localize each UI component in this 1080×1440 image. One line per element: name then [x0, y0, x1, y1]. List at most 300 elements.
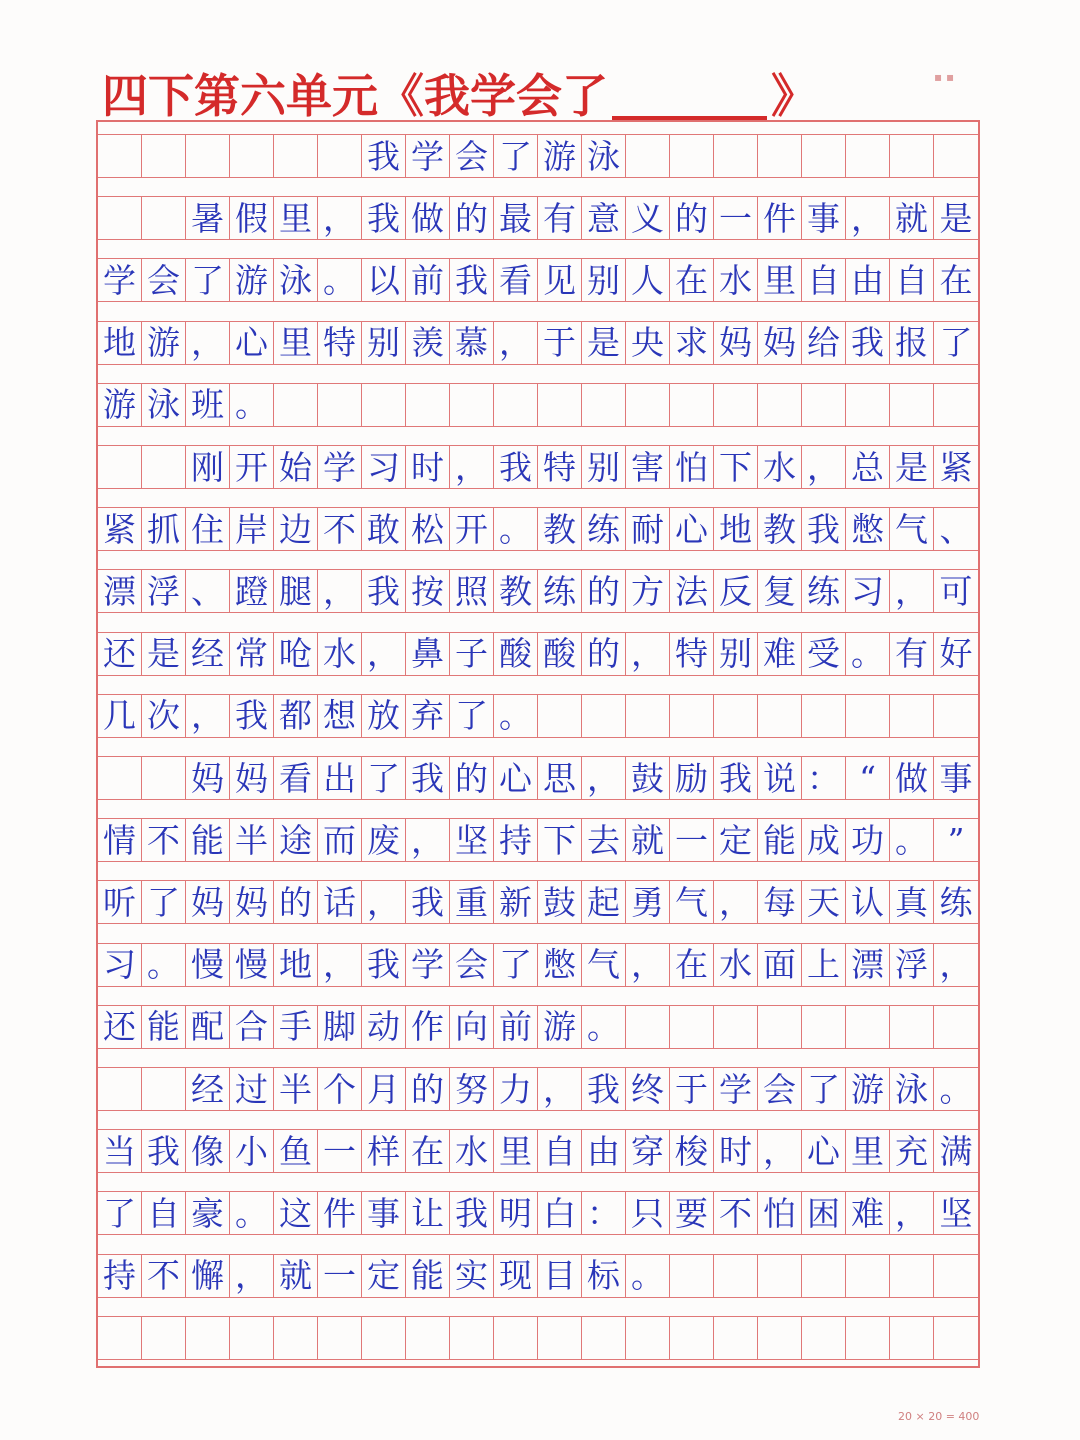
handwritten-character: 游 — [846, 1068, 890, 1110]
handwritten-character: 人 — [626, 259, 670, 301]
handwritten-character: 说 — [758, 757, 802, 799]
handwritten-character: 方 — [626, 570, 670, 612]
handwritten-character: ： — [802, 757, 846, 799]
empty-grid-cell — [230, 1317, 274, 1359]
empty-grid-cell — [802, 135, 846, 177]
handwritten-character: 紧 — [939, 447, 973, 487]
handwritten-character: 暑 — [186, 197, 230, 239]
empty-grid-cell — [670, 1317, 714, 1359]
handwritten-character: 有 — [538, 197, 582, 239]
empty-grid-cell — [758, 135, 802, 177]
handwritten-character: 怕 — [758, 1192, 802, 1234]
handwritten-character: 能 — [186, 819, 230, 861]
handwritten-character: 特 — [538, 446, 582, 488]
handwritten-character: 件 — [758, 197, 802, 239]
handwritten-character: ， — [714, 881, 758, 923]
handwritten-character: 途 — [274, 819, 318, 861]
handwritten-character: 松 — [406, 508, 450, 550]
empty-grid-cell — [538, 1317, 582, 1359]
handwritten-character: 向 — [450, 1006, 494, 1048]
handwritten-character: 央 — [626, 322, 670, 364]
handwritten-character: 坚 — [450, 819, 494, 861]
handwritten-character: 次 — [142, 695, 186, 737]
handwritten-character: ， — [626, 633, 670, 675]
handwritten-character: 不 — [318, 508, 362, 550]
handwritten-character: 。 — [890, 819, 934, 861]
handwritten-character: 有 — [890, 633, 934, 675]
handwritten-character: ， — [890, 570, 934, 612]
handwritten-character: 会 — [450, 135, 494, 177]
handwritten-character: 别 — [582, 259, 626, 301]
empty-grid-cell — [890, 1006, 934, 1048]
handwritten-character: 做 — [890, 757, 934, 799]
handwritten-character: 我 — [362, 197, 406, 239]
handwritten-character: 住 — [186, 508, 230, 550]
handwritten-character: 还 — [98, 1006, 142, 1048]
handwritten-character: 几 — [98, 695, 142, 737]
handwritten-character: 。 — [626, 1255, 670, 1297]
handwritten-character: 一 — [318, 1130, 362, 1172]
handwritten-character: 合 — [230, 1006, 274, 1048]
handwritten-character: 、 — [939, 509, 973, 549]
handwritten-character: 于 — [670, 1068, 714, 1110]
handwritten-character: 持 — [494, 819, 538, 861]
empty-grid-cell — [670, 1255, 714, 1297]
handwritten-character: 紧 — [98, 508, 142, 550]
handwritten-character: 自 — [802, 259, 846, 301]
handwritten-character: 妈 — [714, 322, 758, 364]
handwritten-character: 豪 — [186, 1192, 230, 1234]
empty-grid-cell — [934, 135, 978, 177]
grid-count-label: 20 × 20 = 400 — [898, 1410, 980, 1423]
empty-grid-cell — [274, 384, 318, 426]
handwritten-character: 游 — [538, 1006, 582, 1048]
empty-grid-cell — [142, 757, 186, 799]
handwritten-character: 动 — [362, 1006, 406, 1048]
handwritten-character: 不 — [142, 819, 186, 861]
handwritten-character: 由 — [846, 259, 890, 301]
handwritten-character: 。 — [846, 633, 890, 675]
handwritten-character: 坚 — [939, 1193, 973, 1233]
handwritten-character: 作 — [406, 1006, 450, 1048]
handwritten-character: 慢 — [186, 944, 230, 986]
handwritten-character: 废 — [362, 819, 406, 861]
handwritten-character: 里 — [758, 259, 802, 301]
handwritten-character: 了 — [939, 323, 973, 363]
grid-row — [98, 383, 978, 427]
handwritten-character: 抓 — [142, 508, 186, 550]
handwritten-character: 心 — [802, 1130, 846, 1172]
handwritten-character: 别 — [362, 322, 406, 364]
handwritten-character: 终 — [626, 1068, 670, 1110]
handwritten-character: 里 — [274, 322, 318, 364]
handwritten-character: 总 — [846, 446, 890, 488]
handwritten-character: ， — [318, 944, 362, 986]
handwritten-character: 自 — [142, 1192, 186, 1234]
empty-grid-cell — [98, 446, 142, 488]
handwritten-character: 在 — [939, 260, 973, 300]
handwritten-character: 可 — [939, 571, 973, 611]
handwritten-character: 妈 — [186, 881, 230, 923]
handwritten-character: 。 — [939, 1069, 973, 1109]
empty-grid-cell — [890, 135, 934, 177]
handwritten-character: 定 — [714, 819, 758, 861]
handwritten-character: 情 — [98, 819, 142, 861]
handwritten-character: 泳 — [890, 1068, 934, 1110]
handwritten-character: 假 — [230, 197, 274, 239]
empty-grid-cell — [758, 695, 802, 737]
handwritten-character: 、 — [186, 570, 230, 612]
handwritten-character: 耐 — [626, 508, 670, 550]
grid-row — [98, 258, 978, 302]
handwritten-character: 每 — [758, 881, 802, 923]
handwritten-character: 半 — [230, 819, 274, 861]
handwritten-character: 了 — [494, 944, 538, 986]
empty-grid-cell — [758, 1006, 802, 1048]
handwritten-character: ， — [758, 1130, 802, 1172]
empty-grid-cell — [582, 695, 626, 737]
handwritten-character: 白 — [538, 1192, 582, 1234]
handwritten-character: ， — [318, 197, 362, 239]
handwritten-character: 一 — [670, 819, 714, 861]
handwritten-character: 困 — [802, 1192, 846, 1234]
grid-row — [98, 943, 978, 987]
handwritten-character: ， — [802, 446, 846, 488]
handwritten-character: 我 — [230, 695, 274, 737]
handwritten-character: 心 — [230, 322, 274, 364]
handwritten-character: 学 — [318, 446, 362, 488]
handwritten-character: ， — [890, 1192, 934, 1234]
handwritten-character: 我 — [362, 570, 406, 612]
empty-grid-cell — [186, 1317, 230, 1359]
handwritten-character: “ — [846, 757, 890, 799]
grid-row — [98, 196, 978, 240]
handwritten-character: 穿 — [626, 1130, 670, 1172]
empty-grid-cell — [626, 384, 670, 426]
handwritten-character: 能 — [142, 1006, 186, 1048]
handwritten-character: 水 — [714, 944, 758, 986]
empty-grid-cell — [846, 1255, 890, 1297]
handwritten-character: 在 — [406, 1130, 450, 1172]
handwritten-character: 半 — [274, 1068, 318, 1110]
handwritten-character: 妈 — [230, 881, 274, 923]
handwritten-character: 里 — [846, 1130, 890, 1172]
grid-row — [98, 880, 978, 924]
handwritten-character: 憋 — [538, 944, 582, 986]
handwritten-character: 就 — [626, 819, 670, 861]
handwritten-character: 教 — [758, 508, 802, 550]
empty-grid-cell — [934, 384, 978, 426]
handwritten-character: 重 — [450, 881, 494, 923]
handwritten-character: 水 — [318, 633, 362, 675]
handwritten-character: 意 — [582, 197, 626, 239]
handwritten-character: 教 — [494, 570, 538, 612]
empty-grid-cell — [98, 197, 142, 239]
handwritten-character: 月 — [362, 1068, 406, 1110]
handwritten-character: 了 — [494, 135, 538, 177]
handwritten-character: 习 — [98, 944, 142, 986]
handwritten-character: 梭 — [670, 1130, 714, 1172]
empty-grid-cell — [450, 1317, 494, 1359]
grid-row — [98, 1067, 978, 1111]
handwritten-character: 特 — [670, 633, 714, 675]
handwritten-character: 别 — [714, 633, 758, 675]
handwritten-character: 明 — [494, 1192, 538, 1234]
empty-grid-cell — [846, 695, 890, 737]
handwritten-character: 习 — [846, 570, 890, 612]
handwritten-character: 气 — [670, 881, 714, 923]
handwritten-character: 成 — [802, 819, 846, 861]
handwritten-character: ， — [582, 757, 626, 799]
handwritten-character: 我 — [406, 881, 450, 923]
empty-grid-cell — [582, 384, 626, 426]
empty-grid-cell — [846, 384, 890, 426]
empty-grid-cell — [318, 135, 362, 177]
handwritten-character: 由 — [582, 1130, 626, 1172]
handwritten-character: 游 — [230, 259, 274, 301]
handwritten-character: 泳 — [274, 259, 318, 301]
handwritten-character: 受 — [802, 633, 846, 675]
handwritten-character: 班 — [186, 384, 230, 426]
empty-grid-cell — [98, 1068, 142, 1110]
handwritten-character: 浮 — [142, 570, 186, 612]
handwritten-character: 气 — [890, 508, 934, 550]
handwritten-character: 酸 — [494, 633, 538, 675]
handwritten-character: 义 — [626, 197, 670, 239]
handwritten-character: 地 — [714, 508, 758, 550]
handwritten-character: 新 — [494, 881, 538, 923]
handwritten-character: 羡 — [406, 322, 450, 364]
handwritten-character: 下 — [538, 819, 582, 861]
empty-grid-cell — [758, 1317, 802, 1359]
grid-row — [98, 1191, 978, 1235]
handwritten-character: 一 — [714, 197, 758, 239]
handwritten-character: 浮 — [890, 944, 934, 986]
handwritten-character: 法 — [670, 570, 714, 612]
handwritten-character: 会 — [758, 1068, 802, 1110]
handwritten-character: 会 — [450, 944, 494, 986]
handwritten-character: 前 — [406, 259, 450, 301]
handwritten-character: 怕 — [670, 446, 714, 488]
handwritten-character: 。 — [230, 1192, 274, 1234]
handwritten-character: 就 — [274, 1255, 318, 1297]
handwritten-character: ， — [186, 695, 230, 737]
handwritten-character: 在 — [670, 259, 714, 301]
handwritten-character: 要 — [670, 1192, 714, 1234]
handwritten-character: 刚 — [186, 446, 230, 488]
handwritten-character: 的 — [670, 197, 714, 239]
empty-grid-cell — [626, 1006, 670, 1048]
handwritten-character: ， — [494, 322, 538, 364]
empty-grid-cell — [494, 1317, 538, 1359]
handwritten-character: 而 — [318, 819, 362, 861]
handwritten-character: 心 — [670, 508, 714, 550]
handwritten-character: 不 — [142, 1255, 186, 1297]
grid-row — [98, 1316, 978, 1360]
handwritten-character: 脚 — [318, 1006, 362, 1048]
handwritten-character: 练 — [538, 570, 582, 612]
handwritten-character: 目 — [538, 1255, 582, 1297]
empty-grid-cell — [186, 135, 230, 177]
handwritten-character: 经 — [186, 633, 230, 675]
handwritten-character: 练 — [939, 882, 973, 922]
empty-grid-cell — [98, 1317, 142, 1359]
handwritten-character: 事 — [939, 758, 973, 798]
empty-grid-cell — [626, 135, 670, 177]
handwritten-character: 充 — [890, 1130, 934, 1172]
handwritten-character: 害 — [626, 446, 670, 488]
grid-row — [98, 569, 978, 613]
grid-row — [98, 694, 978, 738]
handwritten-character: 好 — [939, 634, 973, 674]
handwritten-character: 。 — [494, 695, 538, 737]
empty-grid-cell — [626, 1317, 670, 1359]
handwritten-character: 是 — [939, 198, 973, 238]
handwritten-character: 件 — [318, 1192, 362, 1234]
handwritten-character: 习 — [362, 446, 406, 488]
empty-grid-cell — [626, 695, 670, 737]
empty-grid-cell — [450, 384, 494, 426]
header-blank-line — [612, 72, 767, 120]
empty-grid-cell — [890, 1255, 934, 1297]
empty-grid-cell — [670, 384, 714, 426]
empty-grid-cell — [98, 757, 142, 799]
handwritten-character: 地 — [274, 944, 318, 986]
corner-mark: ▪ ▪ — [934, 70, 955, 84]
handwritten-character: 开 — [450, 508, 494, 550]
handwritten-character: 起 — [582, 881, 626, 923]
handwritten-character: 能 — [758, 819, 802, 861]
empty-grid-cell — [318, 1317, 362, 1359]
handwritten-character: 漂 — [98, 570, 142, 612]
handwritten-character: 的 — [582, 633, 626, 675]
handwritten-character: 小 — [230, 1130, 274, 1172]
handwritten-character: 子 — [450, 633, 494, 675]
handwritten-character: 气 — [582, 944, 626, 986]
handwritten-character: 照 — [450, 570, 494, 612]
handwritten-character: 。 — [142, 944, 186, 986]
empty-grid-cell — [934, 1317, 978, 1359]
handwritten-character: 在 — [670, 944, 714, 986]
handwritten-character: 了 — [186, 259, 230, 301]
handwritten-character: 励 — [670, 757, 714, 799]
empty-grid-cell — [538, 384, 582, 426]
handwritten-character: 的 — [450, 757, 494, 799]
handwritten-character: 水 — [758, 446, 802, 488]
handwritten-character: 里 — [494, 1130, 538, 1172]
empty-grid-cell — [406, 1317, 450, 1359]
empty-grid-cell — [758, 1255, 802, 1297]
handwritten-character: 按 — [406, 570, 450, 612]
handwritten-character: 看 — [494, 259, 538, 301]
empty-grid-cell — [934, 1006, 978, 1048]
handwritten-character: 。 — [494, 508, 538, 550]
handwritten-character: 我 — [362, 135, 406, 177]
handwritten-character: 最 — [494, 197, 538, 239]
grid-row — [98, 445, 978, 489]
empty-grid-cell — [274, 1317, 318, 1359]
handwritten-character: 是 — [142, 633, 186, 675]
handwritten-character: 开 — [230, 446, 274, 488]
empty-grid-cell — [274, 135, 318, 177]
handwritten-character: 别 — [582, 446, 626, 488]
empty-grid-cell — [714, 695, 758, 737]
empty-grid-cell — [142, 135, 186, 177]
handwritten-character: 去 — [582, 819, 626, 861]
handwritten-character: 我 — [582, 1068, 626, 1110]
handwritten-character: ， — [450, 446, 494, 488]
handwritten-character: ， — [318, 570, 362, 612]
handwritten-character: 鼓 — [538, 881, 582, 923]
page-header — [102, 66, 817, 126]
grid-row — [98, 507, 978, 551]
handwritten-character: 事 — [362, 1192, 406, 1234]
empty-grid-cell — [714, 384, 758, 426]
handwritten-character: 我 — [714, 757, 758, 799]
handwritten-character: 鱼 — [274, 1130, 318, 1172]
handwritten-character: 个 — [318, 1068, 362, 1110]
handwritten-character: 是 — [890, 446, 934, 488]
handwritten-character: 鼻 — [406, 633, 450, 675]
handwritten-character: 看 — [274, 757, 318, 799]
empty-grid-cell — [142, 1317, 186, 1359]
handwritten-character: 话 — [318, 881, 362, 923]
handwritten-character: 于 — [538, 322, 582, 364]
handwritten-character: 的 — [582, 570, 626, 612]
handwritten-character: 勇 — [626, 881, 670, 923]
handwritten-character: 练 — [802, 570, 846, 612]
empty-grid-cell — [846, 1006, 890, 1048]
handwritten-character: 我 — [802, 508, 846, 550]
handwritten-character: 做 — [406, 197, 450, 239]
handwritten-character: 游 — [538, 135, 582, 177]
empty-grid-cell — [846, 135, 890, 177]
handwritten-character: 思 — [538, 757, 582, 799]
handwritten-character: 我 — [450, 1192, 494, 1234]
handwritten-character: 天 — [802, 881, 846, 923]
empty-grid-cell — [714, 1317, 758, 1359]
handwritten-character: 妈 — [230, 757, 274, 799]
handwritten-character: 事 — [802, 197, 846, 239]
handwritten-character: 想 — [318, 695, 362, 737]
grid-row — [98, 1129, 978, 1173]
handwritten-character: 游 — [98, 384, 142, 426]
composition-grid-paper — [96, 120, 980, 1368]
handwritten-character: ， — [846, 197, 890, 239]
handwritten-character: 能 — [406, 1255, 450, 1297]
handwritten-character: 就 — [890, 197, 934, 239]
handwritten-character: 水 — [714, 259, 758, 301]
handwritten-character: 是 — [582, 322, 626, 364]
handwritten-character: 一 — [318, 1255, 362, 1297]
handwritten-character: 以 — [362, 259, 406, 301]
handwritten-character: 泳 — [142, 384, 186, 426]
empty-grid-cell — [98, 135, 142, 177]
empty-grid-cell — [538, 695, 582, 737]
grid-row — [98, 134, 978, 178]
empty-grid-cell — [142, 446, 186, 488]
handwritten-character: 难 — [846, 1192, 890, 1234]
header-title-suffix: 》 — [771, 69, 817, 123]
handwritten-character: ， — [362, 633, 406, 675]
handwritten-character: 像 — [186, 1130, 230, 1172]
handwritten-character: 特 — [318, 322, 362, 364]
handwritten-character: 样 — [362, 1130, 406, 1172]
handwritten-character: 弃 — [406, 695, 450, 737]
empty-grid-cell — [142, 1068, 186, 1110]
handwritten-character: 的 — [450, 197, 494, 239]
handwritten-character: ， — [362, 881, 406, 923]
